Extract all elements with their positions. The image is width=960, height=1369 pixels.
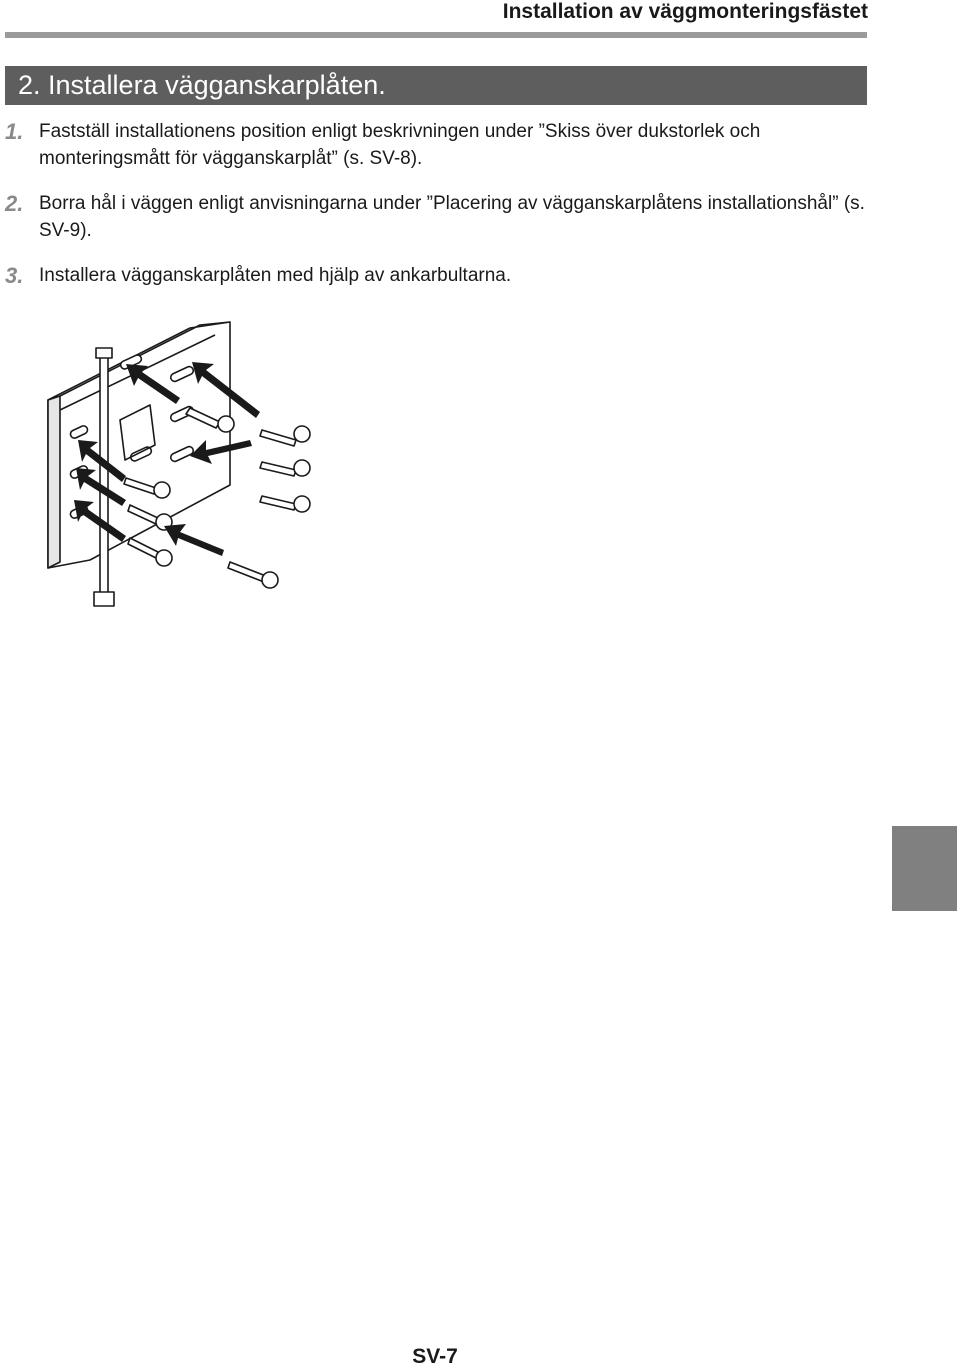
step-text: Fastställ installationens position enligt beskrivningen under ”Skiss över dukstorlek och monteringsmått för vägganskarplåt” (s. SV-8). xyxy=(39,121,761,169)
step-number: 2. xyxy=(5,191,24,216)
step-list xyxy=(5,118,875,307)
page-number: SV-7 xyxy=(412,1345,458,1368)
step-item xyxy=(5,118,875,172)
step-item xyxy=(5,262,875,289)
step-item xyxy=(5,190,875,244)
step-text: Borra hål i väggen enligt anvisningarna under ”Placering av vägganskarplåtens installationshål” (s. SV-9). xyxy=(39,193,865,241)
step-number: 1. xyxy=(5,119,24,144)
section-heading-bar xyxy=(5,66,867,105)
wall-anchor-plate-illustration xyxy=(30,300,330,620)
section-title: 2. Installera vägganskarplåten. xyxy=(18,70,386,100)
step-number: 3. xyxy=(5,263,24,288)
chapter-tab-marker xyxy=(892,826,957,911)
step-text: Installera vägganskarplåten med hjälp av ankarbultarna. xyxy=(39,265,512,286)
page-header-title: Installation av väggmonteringsfästet xyxy=(502,0,868,23)
header-divider xyxy=(5,32,867,38)
